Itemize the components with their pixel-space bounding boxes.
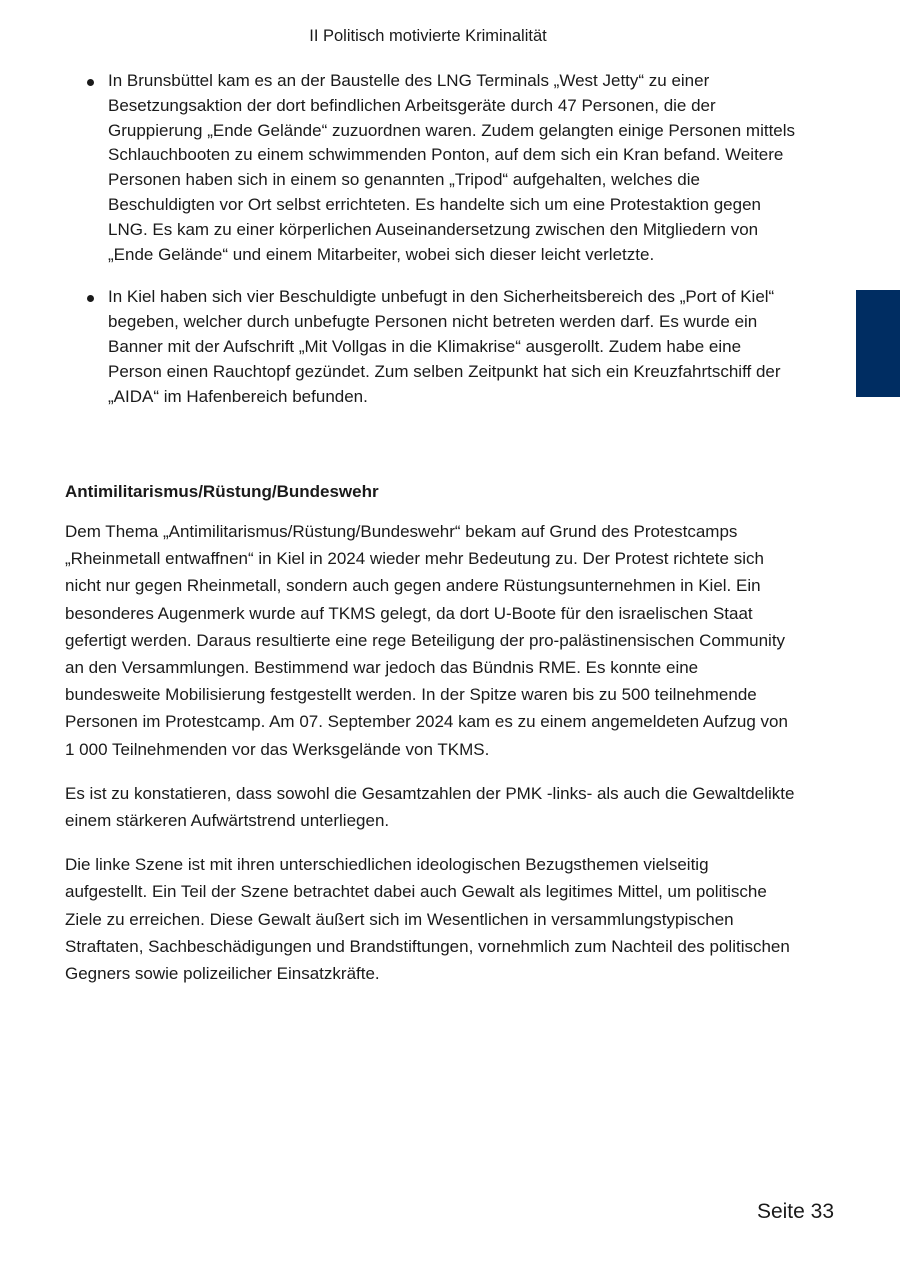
chapter-tab-marker: [856, 290, 900, 397]
section-body: [65, 518, 795, 1004]
running-header: II Politisch motivierte Kriminalität: [309, 27, 547, 45]
bullet-list: [86, 69, 798, 427]
paragraph: Es ist zu konstatieren, dass sowohl die Gesamtzahlen der PMK -links- als auch die Gewaltdelikte einem stärkeren Aufwärtstrend unterliegen.: [65, 783, 795, 831]
page-number: Seite 33: [756, 1200, 834, 1223]
list-item: [86, 69, 798, 267]
paragraph: Die linke Szene ist mit ihren unterschiedlichen ideologischen Bezugsthemen vielseitig aufgestellt. Ein Teil der Szene betrachtet dabei auch Gewalt als legitimes Mittel, um politische Ziele zu erreichen. Diese Gewalt äußert sich im Wesentlichen in versammlungstypischen Straftaten, Sachbeschädigungen und Brandstiftungen, vornehmlich zum Nachteil des politischen Gegners sowie polizeilicher Einsatzkräfte.: [65, 855, 790, 984]
list-item: [86, 285, 798, 409]
section-heading: Antimilitarismus/Rüstung/Bundeswehr: [65, 482, 379, 501]
bullet-icon: [87, 295, 94, 302]
bullet-text: In Kiel haben sich vier Beschuldigte unbefugt in den Sicherheitsbereich des „Port of Kiel“ begeben, welcher durch unbefugte Personen nicht betreten werden darf. Es wurde ein Banner mit der Aufschrift „Mit Vollgas in die Klimakrise“ ausgerollt. Zudem habe eine Person einen Rauchtopf gezündet. Zum selben Zeitpunkt hat sich ein Kreuzfahrtschiff der „AIDA“ im Hafenbereich befunden.: [108, 287, 781, 406]
paragraph: Dem Thema „Antimilitarismus/Rüstung/Bundeswehr“ bekam auf Grund des Protestcamps „Rheinmetall entwaffnen“ in Kiel in 2024 wieder mehr Bedeutung zu. Der Protest richtete sich nicht nur gegen Rheinmetall, sondern auch gegen andere Rüstungsunternehmen in Kiel. Ein besonderes Augenmerk wurde auf TKMS gelegt, da dort U-Boote für den israelischen Staat gefertigt werden. Daraus resultierte eine rege Beteiligung der pro-palästinensischen Community an den Versammlungen. Bestimmend war jedoch das Bündnis RME. Es konnte eine bundesweite Mobilisierung festgestellt werden. In der Spitze waren bis zu 500 teilnehmende Personen im Protestcamp. Am 07. September 2024 kam es zu einem angemeldeten Aufzug von 1 000 Teilnehmenden vor das Werksgelände von TKMS.: [65, 522, 788, 759]
bullet-text: In Brunsbüttel kam es an der Baustelle des LNG Terminals „West Jetty“ zu einer Besetzungsaktion der dort befindlichen Arbeitsgeräte durch 47 Personen, die der Gruppierung „Ende Gelände“ zuzuordnen waren. Zudem gelangten einige Personen mittels Schlauchbooten zu einem schwimmenden Ponton, auf dem sich ein Kran befand. Weitere Personen haben sich in einem so genannten „Tripod“ aufgehalten, welches die Beschuldigten vor Ort selbst errichteten. Es handelte sich um eine Protestaktion gegen LNG. Es kam zu einer körperlichen Auseinandersetzung zwischen den Mitgliedern von „Ende Gelände“ und einem Mitarbeiter, wobei sich dieser leicht verletzte.: [108, 71, 796, 264]
bullet-icon: [87, 79, 94, 86]
